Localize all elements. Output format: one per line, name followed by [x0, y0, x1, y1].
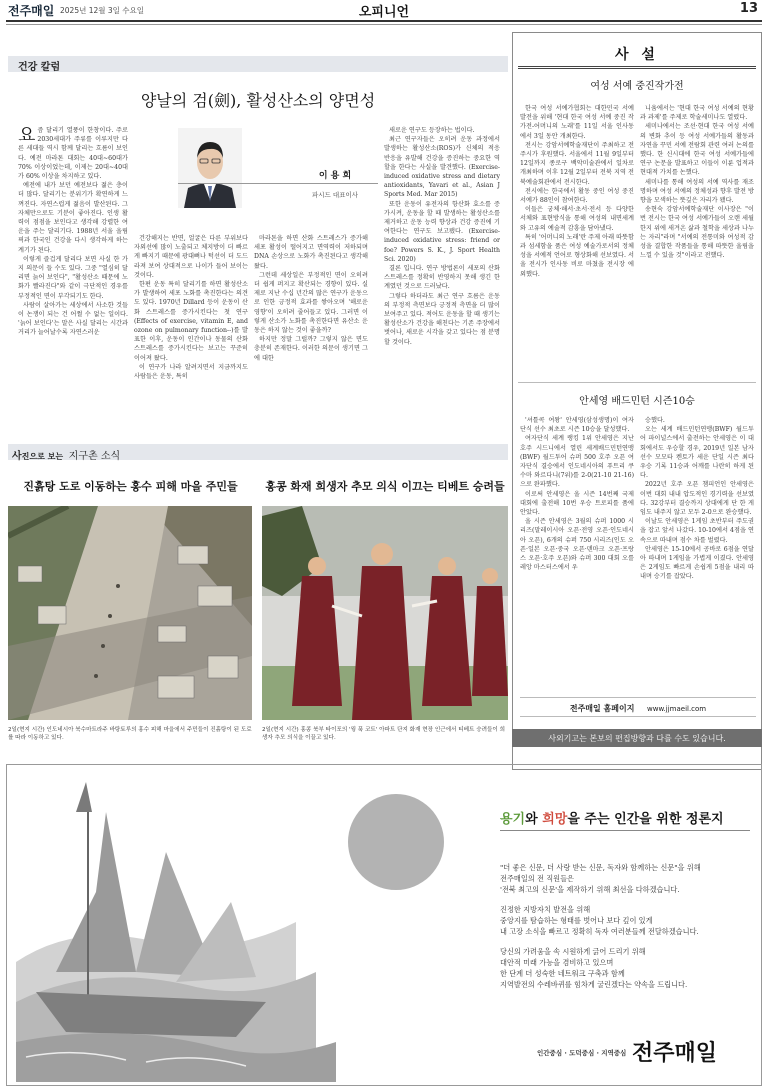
paragraph: 이로써 안세영은 올 시즌 14번째 국제 대회에 출전해 10번 우승 트로피를 품에 안았다.: [520, 490, 634, 517]
section-title: 오피니언: [358, 5, 410, 20]
ad-line: 내 고장 소식을 빠르고 정확히 독자 여러분들께 전달하겠습니다.: [500, 927, 699, 936]
newspaper-name: 전주매일: [8, 4, 55, 18]
paragraph: 최근 연구자들은 오히려 운동 과정에서 발생하는 활성산소(ROS)가 신체의 적응 반응을 유발해 건강을 증진하는 중요한 역할을 한다는 사실을 발견했다. (Exercise-induced oxidative stress and dietary antioxidants, Yavari et al., Asian J Sports Med. Mar 2015): [384, 136, 500, 199]
ad-title-hope: 희망: [542, 812, 568, 827]
ad-line: "더 좋은 신문, 더 사랑 받는 신문, 독자와 함께하는 신문"을 위해: [500, 863, 701, 872]
photo-news-subtitle: 지구촌 소식: [68, 451, 121, 462]
ad-motto: 인간중심 · 도덕중심 · 지역중심: [537, 1049, 627, 1057]
paragraph: 그렇다 하더라도 최근 연구 흐름은 운동의 부정적 측면보다 긍정적 측면을 더 많이 보여주고 있다. 적어도 운동을 할 때 생기는 활성산소가 건강을 해친다는 기존 주장에서 벗어나, 새로운 시각을 갖고 있다는 점 분명할 것이다.: [384, 292, 500, 346]
paragraph: 세미나를 통해 여성의 서예 역사를 재조명하며 여성 서예의 정체성과 향후 발전 방향을 모색하는 뜻깊은 자리가 됐다.: [640, 178, 754, 205]
editorial-1-col2: [640, 104, 754, 376]
photo-caption-2: 2일(현지 시간) 홍콩 북부 타이포의 '웡 푹 코트' 아파트 단지 화재 현장 인근에서 티베트 승려들이 희생자 추모 의식을 이끌고 있다.: [262, 727, 506, 741]
ad-title-rest: 을 주는 인간을 위한 정론지: [567, 812, 724, 827]
author-rule: [178, 183, 378, 184]
ad-line: '전북 최고의 신문'을 제작하기 위해 최선을 다하겠습니다.: [500, 885, 680, 894]
paragraph: 이 연구가 나라 알려지면서 지금까지도 사람들은 운동, 특히: [134, 363, 248, 381]
issue-date: 2025년 12월 3일 수요일: [60, 6, 145, 15]
homepage-bar: [520, 697, 756, 717]
paragraph: 여자단식 세계 랭킹 1위 안세영은 지난 호주 시드니에서 열린 세계배드민턴연맹(BWF) 월드투어 슈퍼 500 호주 오픈 여자단식 결승에서 인도네시아의 푸트리 쿠수마 와르다니(7위)를 2-0(21-10 21-16)으로 완파했다.: [520, 435, 634, 489]
paragraph: 전시는 강암서예학술재단이 주최하고 전주시가 후원했다. 서울에서 11월 9일부터 12일까지 종로구 백악미술관에서 일차로 개최하며 이후 12월 2일부터 전북 지역 전북예술회관에서 전시한다.: [520, 141, 634, 186]
ad-line: 한 단계 더 성숙한 네트워크 구축과 함께: [500, 969, 625, 978]
column-text-col1: [18, 126, 128, 426]
flood-photo: [8, 506, 252, 720]
photo-news-label: 진으로 보는: [21, 452, 64, 461]
header-rule: [6, 20, 762, 22]
disclaimer-banner: 사외기고는 본보의 편집방향과 다를 수도 있습니다.: [512, 729, 762, 747]
paragraph: '셔틀콕 여왕' 안세영(삼성생명)이 여자단식 선수 최초로 시즌 10승을 달성했다.: [520, 417, 634, 434]
ad-line: 중앙지를 탐습하는 형태를 벗어나 보다 깊이 있게: [500, 916, 653, 925]
ad-line: 진정한 지방자치 발전을 위해: [500, 905, 591, 914]
editorial-1-col1: [520, 104, 634, 376]
author-photo: [178, 128, 242, 208]
dropcap: 요: [18, 126, 36, 146]
photo-caption-1: 2일(현지 시간) 인도네시아 북수마트라주 바탕토루의 홍수 피해 마을에서 주민들이 진흙탕이 된 도로를 따라 이동하고 있다.: [8, 727, 252, 741]
ad-title-courage: 용기: [500, 812, 526, 827]
paragraph: 즘 달리기 열풍이 한창이다. 주로 2030세대가 주류를 이루지만 다른 세대들 역시 함께 달리는 흐름이 보인다. 예전 마라톤 대회는 40대~60대가 70% 이상이었는데, 이제는 20대~40대가 60% 이상을 차지하고 있다.: [18, 127, 128, 181]
editorial-heading: 사 설: [615, 47, 659, 63]
column-text-col4: [384, 126, 500, 426]
paragraph: 예전에 내가 보던 예전보다 젊은 층이 더 많다. 달리기는 분위기가 확연하게 느껴진다. 자연스럽게 젊음이 발산된다. 그 자체만으로도 기분이 좋아진다. 인생 활력이 점점을 보인다고 생각해 강렬한 여운을 주는 달리기다. 1988년 서울 올림픽과 한국인 건강을 다시 생각하게 하는 계기가 된다.: [18, 182, 128, 254]
paragraph: 이렇게 즐겁게 달리다 보면 사실 한 가지 의문이 들 수도 있다. 그중 "열심히 달리면 늙어 보인다", "활성산소 때문에 노화가 빨라진다"와 같이 극단적인 경우를 부정적인 면이 부각되기도 한다.: [18, 255, 128, 300]
ad-rule: [500, 830, 750, 831]
editorial-title-1: 여성 서예 중진작가전: [590, 81, 684, 92]
ad-title-conj: 와: [525, 812, 543, 827]
column-text-col2: [134, 234, 248, 426]
paragraph: 한국 여성 서예가협회는 대한민국 서예 발전을 위해 '현대 한국 여성 서예 중진 작가전-어머니의 노래'를 11일 서울 인사동에서 3일 동안 개최한다.: [520, 105, 634, 140]
ad-paragraph-3: [500, 946, 687, 990]
ad-line: 대안적 미래 가능을 겸비하고 있으며: [500, 958, 614, 967]
column-tag: 건강 칼럼: [8, 56, 508, 72]
editorial-2-col1: [520, 416, 634, 692]
page-header: [0, 0, 768, 22]
paragraph: 오는 세계 배드민턴연맹(BWF) 월드투어 파이널스에서 출전하는 안세영은 이 대회에서도 우승할 경우, 2019년 일본 남자 선수 모모타 켄토가 세운 단일 시즌 최다 우승 기록 11승과 어깨를 나란히 하게 된다.: [640, 426, 754, 480]
ad-paragraph-2: [500, 904, 699, 937]
paragraph: 2022년 호주 오픈 챔피언인 안세영은 이번 대회 내내 압도적인 경기력을 선보였다. 32강부터 결승까지 상대에게 단 한 게임도 내주지 않고 모두 2-0으로 완승했다.: [640, 481, 754, 517]
ad-logo-text: 전주매일: [632, 1041, 718, 1066]
ad-line: 당신의 가려움을 속 시원하게 긁어 드리기 위해: [500, 947, 646, 956]
column-text-col3: [254, 234, 368, 426]
paragraph: 결론 입니다. 연구 방법론이 세포의 산화 스트레스를 정확히 반영하지 못해 생긴 한계였던 것으로 드러났다.: [384, 265, 500, 291]
ad-line: 전주매일의 전 직원들은: [500, 874, 575, 883]
paragraph: 마라톤을 하면 산화 스트레스가 증가해 세포 활성이 떨어지고 면역력이 저하되며 DNA 손상으로 노화가 촉진된다고 생각해 왔다.: [254, 235, 368, 270]
paragraph: 전시에는 한국에서 활동 중인 여성 중진 서예가 88인이 참여한다.: [520, 187, 634, 205]
photo-news-header: [8, 444, 508, 460]
editorial-divider: [518, 382, 756, 383]
ad-line: 지역발전의 수레바퀴를 힘차게 굴린겠다는 약속을 드립니다.: [500, 980, 688, 989]
ad-title: [500, 808, 724, 827]
homepage-link[interactable]: www.jjmaeil.com: [647, 705, 707, 713]
paragraph: 건강해지는 반면, 얼굴은 다른 부위보다 자외선에 많이 노출되고 체지방이 더 빠르게 빠지기 때문에 광대뼈나 턱선이 더 도드라져 보여 상대적으로 나이가 들어 보이는 것이다.: [134, 235, 248, 279]
photo-news-initial: 사: [12, 451, 22, 462]
paragraph: 세미나에서는 조선·현대 한국 여성 서예의 변화 추이 등 여성 서예가들의 활동과 자연을 꾸민 서예 전람회 관련 여러 논의를 했다. 한 신시대에 한국 여성 서예가들에 연구 논문을 발표하고 이들이 이룬 업적과 현대적 가치를 논했다.: [640, 123, 754, 177]
paragraph: 송현숙 강암서예학술재단 이사장은 "이번 전시는 한국 여성 서예가들이 오랜 세월 한지 위에 새겨온 삶과 철학을 세상과 나누는 자리"라며 "서예의 전통미와 여성적 감성을 결합한 작품들을 통해 따뜻한 울림을 느낄 수 있을 것"이라고 전했다.: [640, 206, 754, 260]
paragraph: 한편 운동 특히 달리기를 하면 활성산소가 발생하여 세포 노화를 촉진한다는 의견도 있다. 1970년 Dillard 등이 운동이 산화 스트레스를 증가시킨다는 첫 연구(Effects of exercise, vitamin E, and ozone on pulmonary function--)를 발표한 이후, 운동이 인간이나 동물의 산화 스트레스를 증가시킨다는 보고는 꾸준히 이어져 왔다.: [134, 281, 248, 362]
paragraph: 그런데 세상일은 부정적인 면이 오히려 더 쉽게 퍼지고 확산되는 경향이 있다. 실제로 지난 수십 년간의 많은 연구가 운동으로 인한 긍정적 효과를 쌓아오며 '해로운 영향'이 오히려 줄어들고 있다. 그러면 이렇게 산소가 노화를 촉진한다면 유산소 운동은 하지 않는 것이 좋을까?: [254, 271, 368, 335]
paragraph: 하지만 정말 그럴까? 그렇지 않은 면도 충분히 존재한다. 이러한 의문이 생기면 그에 대한: [254, 336, 368, 362]
paragraph: 새로운 연구도 등장하는 법이다.: [389, 127, 475, 134]
photo-title-1: 진흙탕 도로 이동하는 홍수 피해 마을 주민들: [23, 480, 238, 493]
column-author: 이 용 희: [318, 171, 352, 181]
monks-photo: [262, 506, 508, 720]
header-rule-thin: [6, 24, 762, 25]
paragraph: 니움에서는 '현대 한국 여성 서예의 현황과 과제'를 주제로 학술세미나도 열렸다.: [640, 105, 754, 122]
column-title: 양날의 검(劍), 활성산소의 양면성: [140, 91, 376, 110]
paragraph: 특히 '어머니의 노래'란 주제 아래 따뜻함과 섬세함을 품은 여성 예술가로서의 정체성을 서예적 언어로 형상화해 선보였다. 서울 전시가 인사동 비로 마쳤을 전시장 에 외했다.: [520, 233, 634, 278]
homepage-label: 전주매일 홈페이지: [569, 704, 635, 713]
ship-and-moon-illustration: [16, 772, 496, 1082]
page-number: 13: [739, 1, 758, 16]
photo-title-2: 홍콩 화재 희생자 추모 의식 이끄는 티베트 승려들: [265, 480, 505, 493]
paragraph: 사람이 살아가는 세상에서 사소한 것들이 논쟁이 되는 건 어쩔 수 없는 일이다. '늙어 보인다'는 말은 사실 달리는 시간과 거리가 늘어날수록 자연스러운: [18, 301, 128, 337]
ad-paragraph-1: [500, 862, 701, 895]
editorial-2-col2: [640, 416, 754, 692]
paragraph: 승했다.: [645, 417, 665, 424]
editorial-rule: [518, 66, 756, 69]
paragraph: 이날도 안세영은 1게임 초반부터 주도권을 잡고 앞서 나갔다. 10-10에서 4점을 연속으로 따내며 점수 차를 벌렸다.: [640, 518, 754, 544]
editorial-title-2: 안세영 배드민턴 시즌10승: [579, 396, 695, 407]
paragraph: 안세영은 15-10에서 공바로 6점을 연달아 따내며 1게임을 가볍게 이겼다. 안세영은 2게임도 빠르게 손쉽게 5점을 내리 따내며 승기를 잡았다.: [640, 545, 754, 581]
author-affiliation: 파시드 대표이사: [311, 191, 359, 199]
paragraph: 또한 운동이 유전자의 항산화 효소를 증가시켜, 운동을 할 때 발생하는 활성산소를 제거하고 운동 능력 향상과 건강 증진에 기여한다는 연구도 보고됐다. (Exercise-induced oxidative stress: friend or foe? Powers S. K., J. Sport Health Sci. 2020): [384, 200, 500, 263]
paragraph: 이들은 궁체·해서·초서·전서 등 다양한 서체와 표현방식을 통해 여성의 내면세계와 고유의 예술적 감흥을 담아냈다.: [520, 206, 634, 232]
paragraph: 올 시즌 안세영은 3월의 슈퍼 1000 시리즈(말레이시아 오픈·전영 오픈·인도네시아 오픈), 6개의 슈퍼 750 시리즈(인도 오픈·일본 오픈·중국 오픈·덴마크 오픈·프랑스 오픈·호주 오픈)와 슈퍼 300 대회 오를레앙 마스터스에서 우: [520, 518, 634, 572]
